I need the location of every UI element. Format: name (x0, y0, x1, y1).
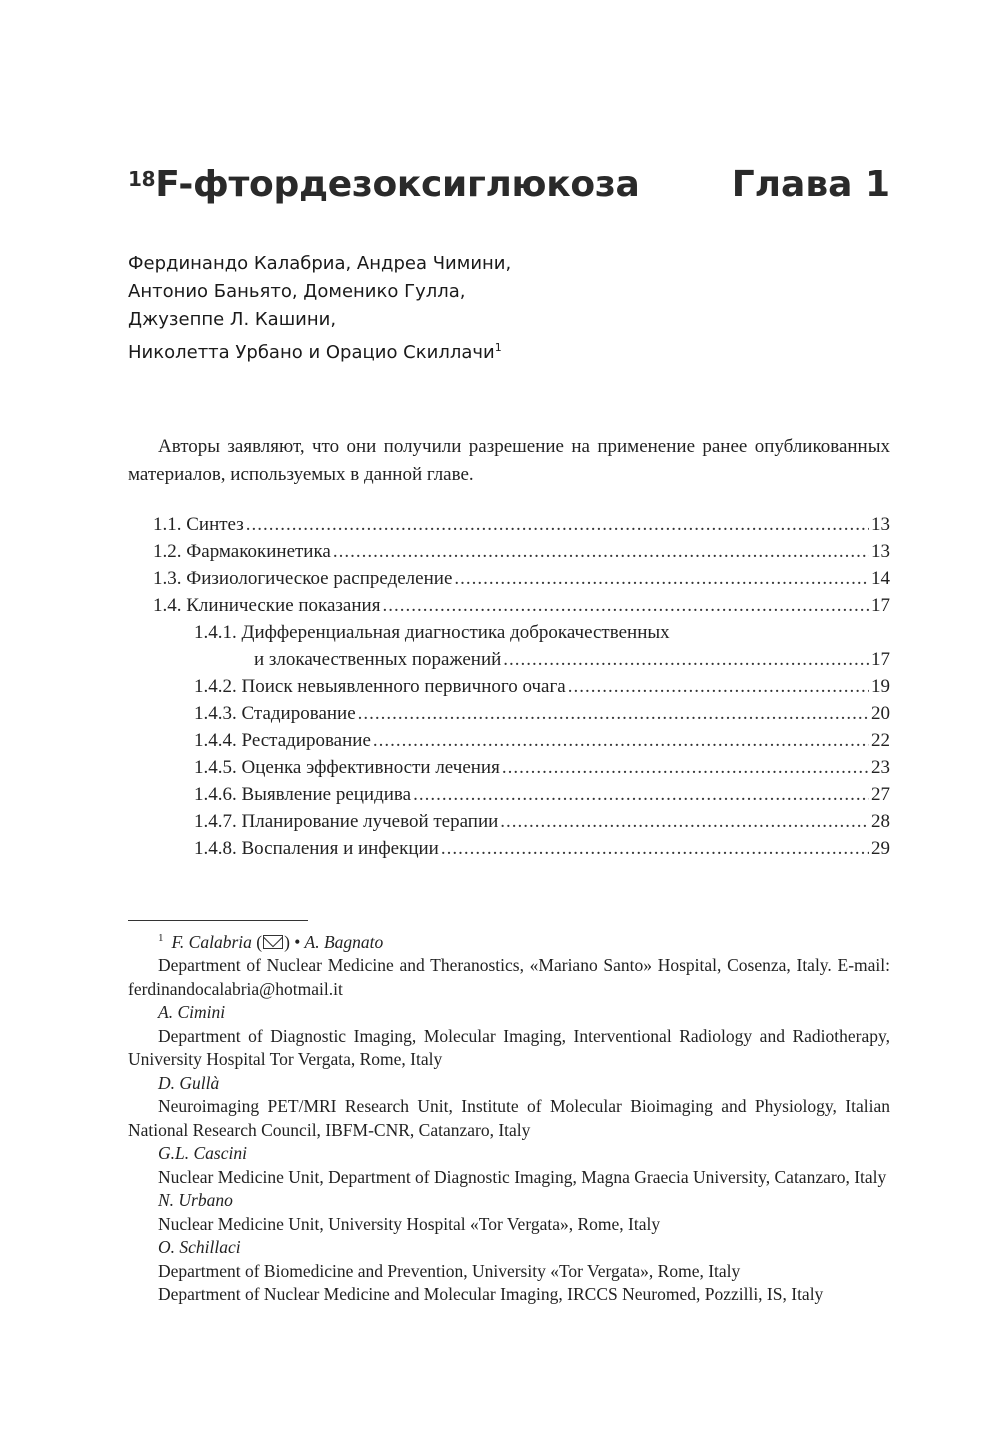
toc-entry (254, 646, 890, 673)
toc-page-number: 19 (871, 676, 890, 697)
affiliation-text: Department of Biomedicine and Prevention, University «Tor Vergata», Rome, Italy (158, 1260, 741, 1281)
toc-entry (194, 781, 890, 808)
affiliation-author-name: N. Urbano (158, 1190, 233, 1211)
bullet-separator: • (294, 931, 301, 952)
toc-page-number: 17 (871, 649, 890, 670)
toc-dot-leader (503, 646, 869, 673)
affiliation-author-name: O. Schillaci (158, 1237, 241, 1258)
toc-dot-leader (333, 538, 869, 565)
toc-entry-label: 1.4.3. Стадирование (194, 703, 356, 724)
toc-entry (153, 538, 890, 565)
affiliation-text: Nuclear Medicine Unit, Department of Diagnostic Imaging, Magna Graecia University, Catanzaro, Italy (158, 1166, 887, 1187)
affiliation-text: Nuclear Medicine Unit, University Hospital «Tor Vergata», Rome, Italy (158, 1213, 661, 1234)
envelope-icon (263, 935, 283, 949)
author-name: A. Bagnato (304, 931, 384, 952)
chapter-header (128, 158, 890, 218)
footnote-first-line (128, 927, 890, 954)
toc-dot-leader (373, 727, 869, 754)
permission-notice: Авторы заявляют, что они получили разрешение на применение ранее опубликованных материалов, используемых в данной главе. (128, 436, 890, 485)
toc-entry-label: 1.2. Фармакокинетика (153, 541, 331, 562)
chapter-number: Глава 1 (731, 164, 890, 205)
toc-entry-label: 1.4.2. Поиск невыявленного первичного очага (194, 676, 566, 697)
footnote-divider (128, 920, 308, 921)
toc-page-number: 14 (871, 568, 890, 589)
toc-page-number: 13 (871, 541, 890, 562)
affiliation-text: Department of Diagnostic Imaging, Molecular Imaging, Interventional Radiology and Radiotherapy, University Hospital Tor Vergata, Rome, Italy (128, 1025, 890, 1070)
author-line: Джузеппе Л. Кашини, (128, 309, 337, 330)
toc-entry-label: и злокачественных поражений (254, 649, 502, 670)
author-line: Фердинандо Калабриа, Андреа Чимини, (128, 253, 512, 274)
author-name: F. Calabria (171, 931, 252, 952)
paren-close: ) (284, 931, 290, 952)
author-line: Антонио Баньято, Доменико Гулла, (128, 281, 466, 302)
toc-entry-label: 1.3. Физиологическое распределение (153, 568, 453, 589)
toc-entry (194, 673, 890, 700)
toc-page-number: 17 (871, 595, 890, 616)
toc-entry (153, 592, 890, 619)
toc-entry (194, 808, 890, 835)
footnotes (128, 927, 890, 1307)
toc-page-number: 28 (871, 811, 890, 832)
toc-entry-label: 1.4.7. Планирование лучевой терапии (194, 811, 499, 832)
toc-entry-label: 1.1. Синтез (153, 514, 244, 535)
toc-page-number: 22 (871, 730, 890, 751)
toc-dot-leader (500, 808, 869, 835)
affiliation-text: Neuroimaging PET/MRI Research Unit, Institute of Molecular Bioimaging and Physiology, Italian National Research Council, IBFM-CNR, Catanzaro, Italy (128, 1096, 890, 1140)
affiliation-author-name: A. Cimini (158, 1002, 226, 1023)
toc-dot-leader (568, 673, 869, 700)
affiliation-author-name: G.L. Cascini (158, 1143, 247, 1164)
author-list (128, 250, 511, 367)
paren-open: ( (256, 931, 263, 952)
toc-entry (194, 700, 890, 727)
table-of-contents (153, 511, 890, 862)
toc-entry (153, 565, 890, 592)
toc-entry-label: 1.4. Клинические показания (153, 595, 381, 616)
toc-dot-leader (358, 700, 869, 727)
toc-entry-label: 1.4.8. Воспаления и инфекции (194, 838, 439, 859)
toc-entry-label: 1.4.6. Выявление рецидива (194, 784, 412, 805)
affiliation-text: Department of Nuclear Medicine and Theranostics, «Mariano Santo» Hospital, Cosenza, Italy. E-mail: ferdinandocalabria@hotmail.it (128, 955, 890, 999)
toc-entry (194, 835, 890, 862)
toc-entry (153, 511, 890, 538)
toc-page-number: 23 (871, 757, 890, 778)
footnote-mark: 1 (494, 341, 502, 354)
toc-dot-leader (502, 754, 869, 781)
toc-dot-leader (441, 835, 869, 862)
chapter-title (128, 158, 639, 212)
toc-page-number: 27 (871, 784, 890, 805)
toc-dot-leader (454, 565, 869, 592)
footnote-mark: 1 (158, 932, 164, 944)
toc-dot-leader (246, 511, 869, 538)
toc-entry-label: 1.4.4. Рестадирование (194, 730, 371, 751)
title-superscript: 18 (128, 167, 156, 191)
author-line (128, 334, 511, 367)
toc-entry-label: 1.4.5. Оценка эффективности лечения (194, 757, 500, 778)
toc-page-number: 29 (871, 838, 890, 859)
toc-page-number: 13 (871, 514, 890, 535)
affiliation-author-name: D. Gullà (158, 1072, 220, 1093)
author-line-text: Николетта Урбано и Орацио Скиллачи (128, 342, 495, 363)
toc-dot-leader (413, 781, 869, 808)
toc-entry (194, 754, 890, 781)
toc-page-number: 20 (871, 703, 890, 724)
toc-entry-label: 1.4.1. Дифференциальная диагностика доброкачественных (194, 622, 670, 643)
affiliation-text: Department of Nuclear Medicine and Molecular Imaging, IRCCS Neuromed, Pozzilli, IS, Italy (158, 1284, 824, 1305)
title-text: F-фтордезоксиглюкоза (155, 164, 640, 205)
toc-dot-leader (382, 592, 869, 619)
toc-entry (194, 727, 890, 754)
toc-entry (194, 619, 890, 646)
